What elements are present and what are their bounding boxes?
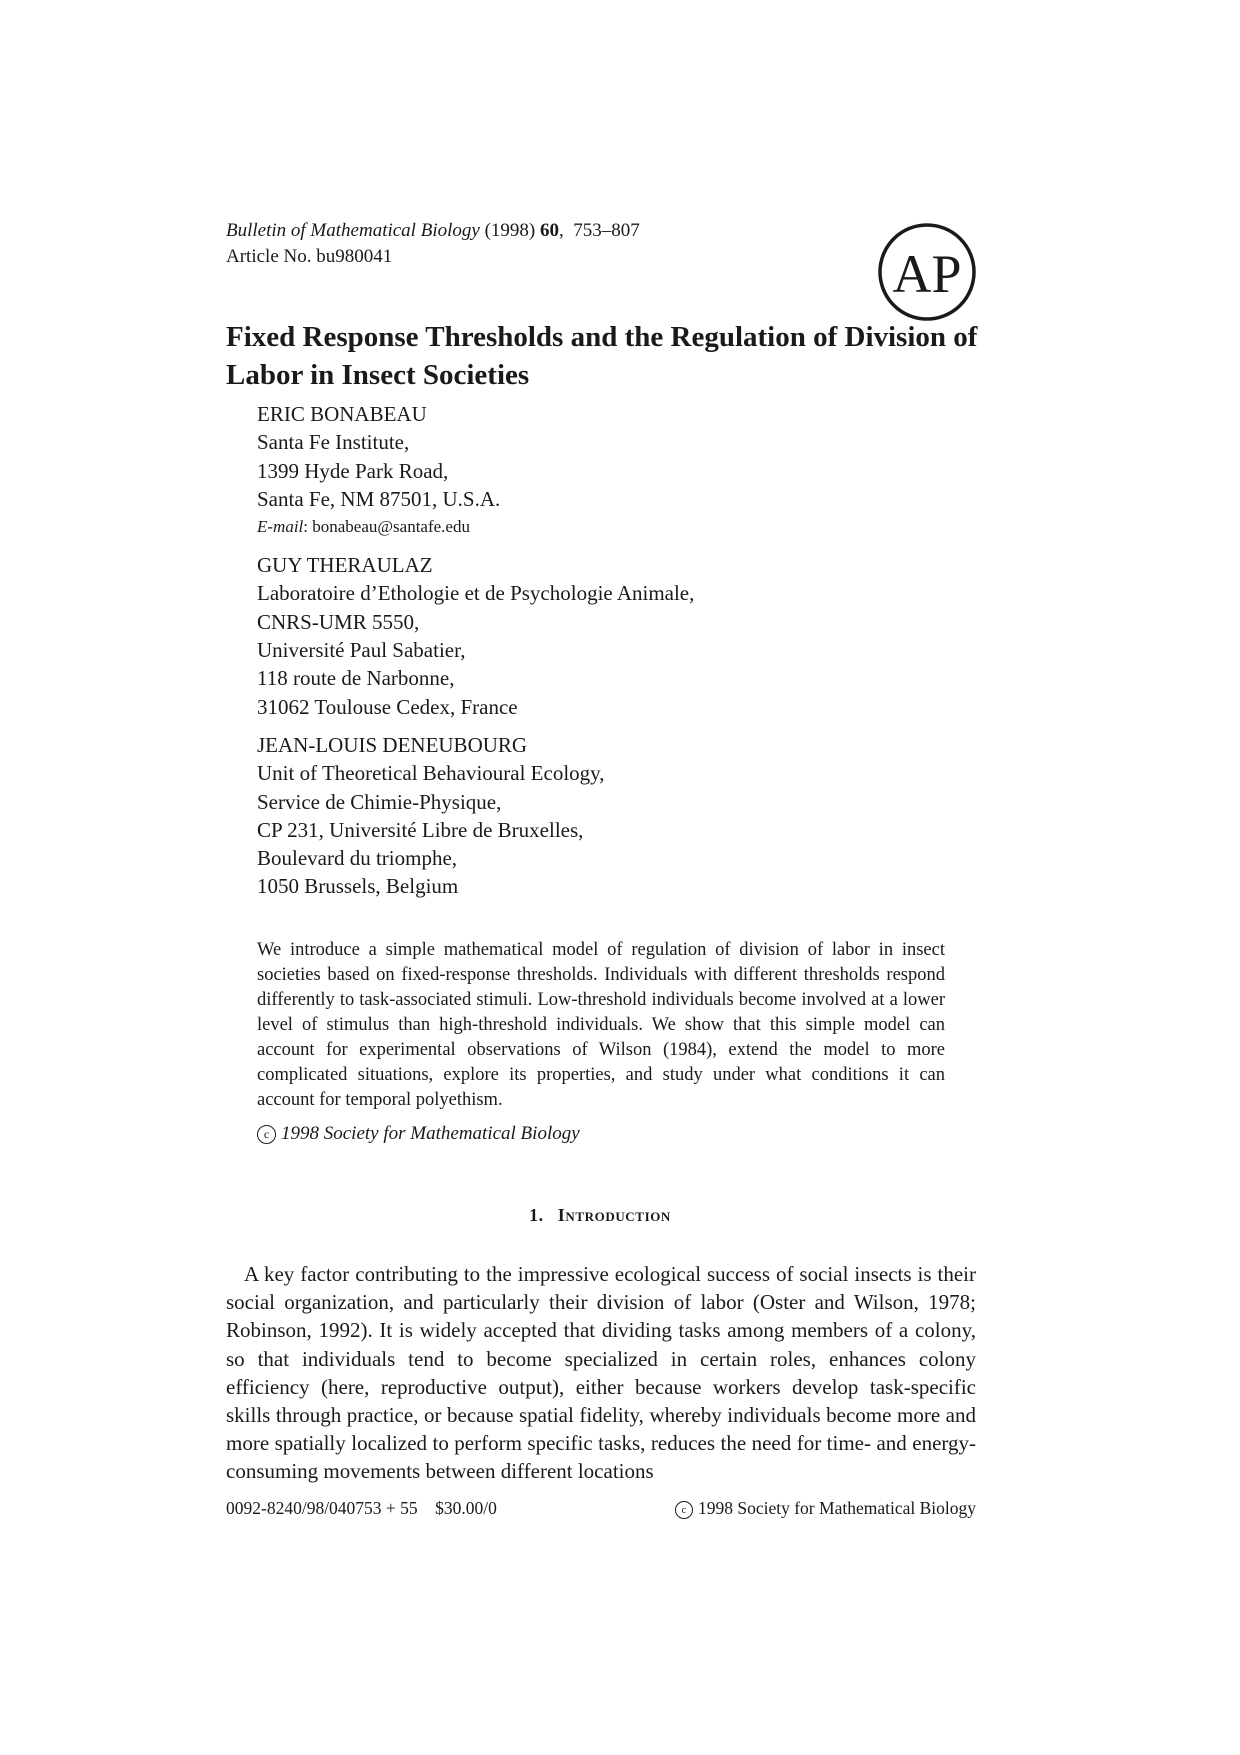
- author-email: [257, 513, 1057, 541]
- author-block: [257, 400, 1057, 541]
- footer-issn: 0092-8240/98/040753 + 55: [226, 1498, 418, 1518]
- affiliation-line: CP 231, Université Libre de Bruxelles,: [257, 817, 584, 842]
- copyright-icon: c: [675, 1501, 693, 1519]
- affiliation-line: Université Paul Sabatier,: [257, 638, 466, 663]
- author-name: GUY THERAULAZ: [257, 553, 433, 578]
- abstract: We introduce a simple mathematical model of regulation of division of labor in insect societies based on fixed-response thresholds. Individuals with different thresholds respond differently to task-associated stimuli. Low-threshold individuals become involved at a lower level of stimulus than high-threshold individuals. We show that this simple model can account for experimental observations of Wilson (1984), extend the model to more complicated situations, explore its properties, and study under what conditions it can account for temporal polyethism.: [257, 940, 945, 1110]
- author-block: [257, 731, 1057, 901]
- affiliation-line: CNRS-UMR 5550,: [257, 609, 420, 634]
- journal-header: [226, 218, 640, 270]
- affiliation-line: Santa Fe, NM 87501, U.S.A.: [257, 486, 501, 511]
- section-number: 1.: [529, 1205, 544, 1225]
- author-name: JEAN-LOUIS DENEUBOURG: [257, 732, 528, 757]
- footer-copyright: [675, 1498, 976, 1519]
- author-block: [257, 551, 1057, 721]
- section-heading: [0, 1205, 1200, 1226]
- affiliation-line: 1050 Brussels, Belgium: [257, 874, 459, 899]
- ap-publisher-logo-icon: [877, 222, 977, 322]
- footer-price: $30.00/0: [435, 1498, 497, 1518]
- section-title: Introduction: [557, 1205, 671, 1225]
- author-list: [257, 400, 1057, 911]
- affiliation-line: Santa Fe Institute,: [257, 430, 410, 455]
- copyright-icon: c: [257, 1125, 276, 1144]
- journal-volume: 60: [539, 220, 559, 241]
- email-address: : bonabeau@santafe.edu: [303, 517, 470, 537]
- affiliation-line: Boulevard du triomphe,: [257, 846, 458, 871]
- footer-code: [226, 1498, 497, 1519]
- affiliation-line: Unit of Theoretical Behavioural Ecology,: [257, 761, 605, 786]
- email-label: E-mail: [257, 517, 304, 537]
- affiliation-line: 118 route de Narbonne,: [257, 666, 455, 691]
- journal-citation: Bulletin of Mathematical Biology (1998) 60, 753–807: [226, 220, 640, 241]
- affiliation-line: 1399 Hyde Park Road,: [257, 458, 449, 483]
- article-number: Article No. bu980041: [226, 246, 393, 267]
- intro-paragraph: A key factor contributing to the impressive ecological success of social insects is their social organization, and particularly their division of labor (Oster and Wilson, 1978; Robinson, 1992). It is widely accepted that dividing tasks among members of a colony, so that individuals tend to become specialized in certain roles, enhances colony efficiency (here, reproductive output), either because workers develop task-specific skills through practice, or because spatial fidelity, whereby individuals become more and more spatially localized to perform specific tasks, reduces the need for time- and energy-consuming movements between different locations: [226, 1262, 976, 1484]
- abstract-copyright: [257, 1123, 580, 1145]
- logo-text: AP: [892, 244, 962, 304]
- abstract-copyright-text: 1998 Society for Mathematical Biology: [281, 1123, 580, 1144]
- journal-pages: 753–807: [573, 220, 640, 241]
- affiliation-line: Service de Chimie-Physique,: [257, 789, 502, 814]
- affiliation-line: Laboratoire d’Ethologie et de Psychologie Animale,: [257, 581, 695, 606]
- footer-copyright-text: 1998 Society for Mathematical Biology: [697, 1498, 976, 1518]
- author-name: ERIC BONABEAU: [257, 402, 427, 426]
- journal-year: (1998): [484, 220, 536, 241]
- affiliation-line: 31062 Toulouse Cedex, France: [257, 694, 518, 719]
- journal-name: Bulletin of Mathematical Biology: [226, 220, 480, 241]
- paper-title: Fixed Response Thresholds and the Regulation of Division of Labor in Insect Societies: [226, 321, 978, 391]
